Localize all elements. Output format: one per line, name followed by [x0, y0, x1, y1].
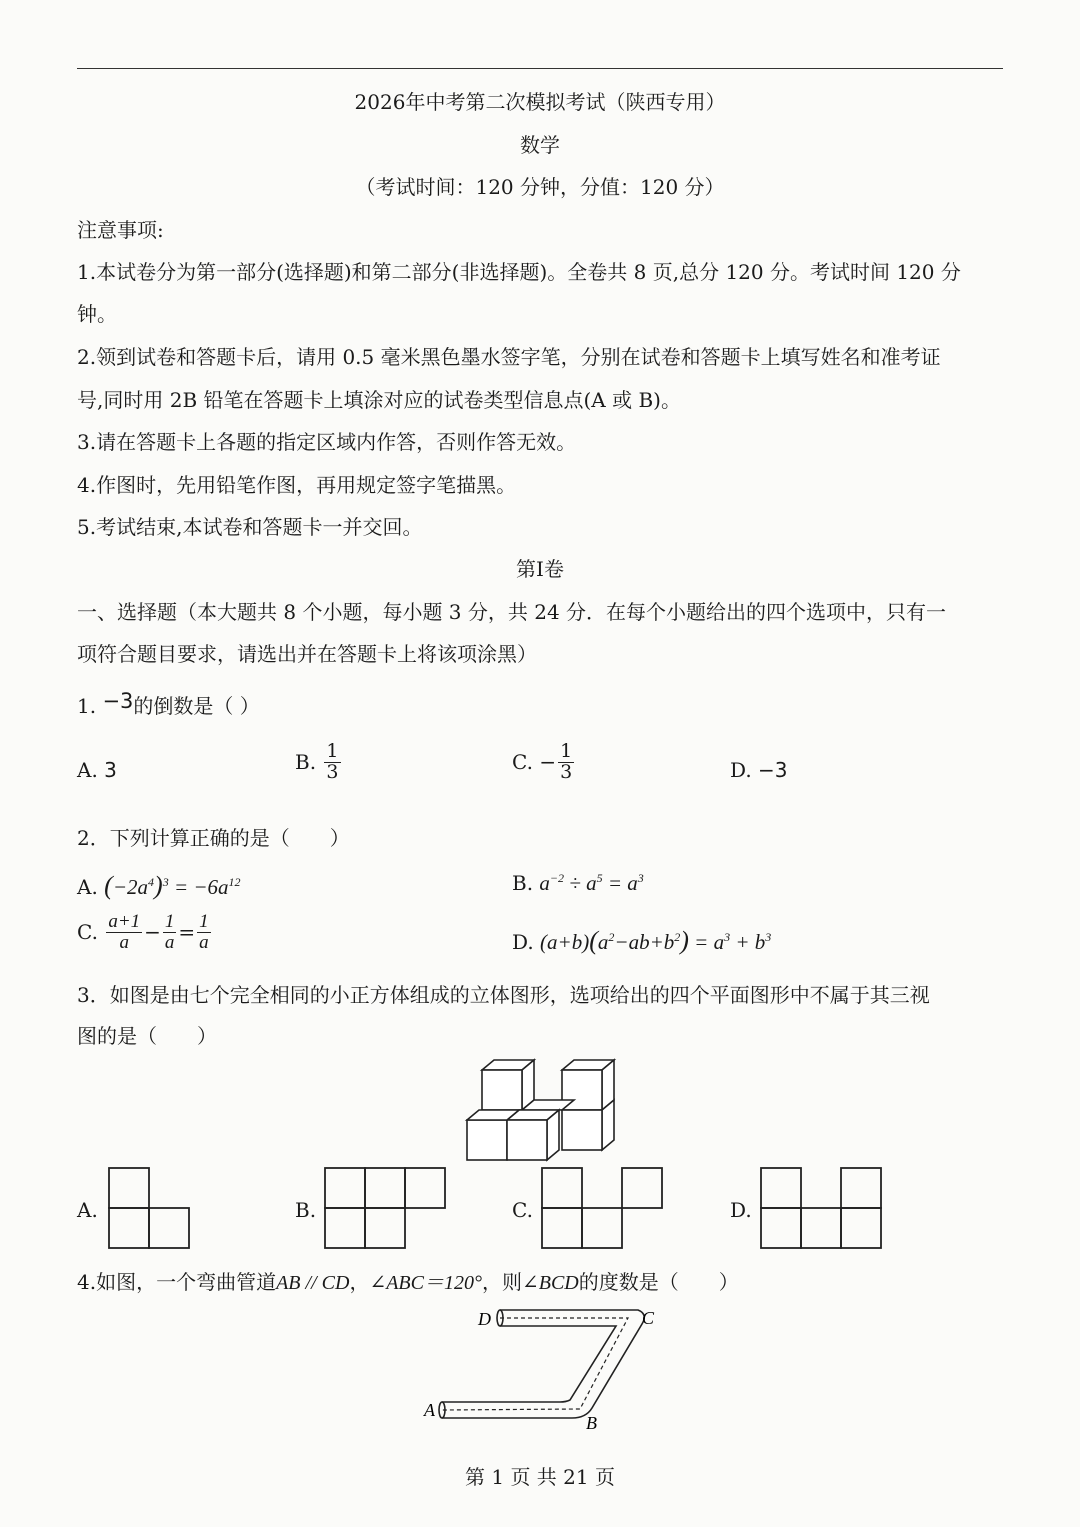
cube-solid-figure: [462, 1058, 622, 1164]
notice-item-3: 3.请在答题卡上各题的指定区域内作答，否则作答无效。: [77, 430, 577, 454]
notice-item-4: 4.作图时，先用铅笔作图，再用规定签字笔描黑。: [77, 473, 517, 497]
question-1-stem: 1. −3的倒数是（ ）: [77, 689, 260, 718]
point-a-label: A: [424, 1400, 435, 1420]
exam-title: 2026年中考第二次模拟考试（陕西专用）: [354, 90, 726, 114]
q3-option-c-figure[interactable]: [541, 1166, 665, 1250]
question-4-stem: 4.如图，一个弯曲管道AB // CD，∠ABC＝120°，则∠BCD的度数是（ ）: [77, 1270, 739, 1294]
pipe-diagram: [420, 1300, 670, 1430]
q2-option-a[interactable]: A. $(-2a^4)^3 = -6a^{12}$: [77, 871, 241, 900]
q1-option-c[interactable]: C. − $\frac{1}{3}$: [512, 740, 573, 783]
q2-option-c[interactable]: C. $\frac{a+1}{a}$ − $\frac{1}{a}$ = $\frac{1}{a}$: [77, 911, 209, 953]
top-rule: [77, 68, 1003, 69]
q3-option-d-figure[interactable]: [760, 1166, 884, 1250]
section-instruction-cont: 项符合题目要求，请选出并在答题卡上将该项涂黑）: [77, 642, 537, 666]
page-footer: 第 1 页 共 21 页: [465, 1465, 615, 1489]
notice-item-1: 1.本试卷分为第一部分(选择题)和第二部分(非选择题)。全卷共 8 页,总分 120 分。考试时间 120 分: [77, 260, 961, 284]
notice-heading: 注意事项:: [77, 218, 164, 242]
notice-item-5: 5.考试结束,本试卷和答题卡一并交回。: [77, 515, 423, 539]
question-2-stem: 2．下列计算正确的是（ ）: [77, 826, 350, 850]
section-instruction: 一、选择题（本大题共 8 个小题，每小题 3 分，共 24 分．在每个小题给出的四个选项中，只有一: [77, 600, 947, 624]
q1-option-a[interactable]: A. 3: [77, 758, 117, 782]
q3-option-b-figure[interactable]: [324, 1166, 448, 1250]
exam-info: （考试时间：120 分钟，分值：120 分）: [355, 175, 725, 199]
q3-option-b-label[interactable]: B.: [295, 1198, 317, 1222]
notice-item-2-cont: 号,同时用 2B 铅笔在答题卡上填涂对应的试卷类型信息点(A 或 B)。: [77, 388, 681, 412]
subject-title: 数学: [520, 133, 560, 157]
question-3-stem-cont: 图的是（ ）: [77, 1024, 217, 1048]
point-d-label: D: [478, 1309, 491, 1329]
notice-item-2: 2.领到试卷和答题卡后，请用 0.5 毫米黑色墨水签字笔，分别在试卷和答题卡上填写姓名和准考证: [77, 345, 941, 369]
q3-option-d-label[interactable]: D.: [730, 1198, 752, 1222]
point-b-label: B: [586, 1413, 597, 1430]
volume-title: 第Ⅰ卷: [516, 557, 564, 581]
question-3-stem: 3．如图是由七个完全相同的小正方体组成的立体图形，选项给出的四个平面图形中不属于其三视: [77, 983, 930, 1007]
q3-option-a-figure[interactable]: [108, 1166, 192, 1250]
q3-option-c-label[interactable]: C.: [512, 1198, 533, 1222]
q3-option-a-label[interactable]: A.: [77, 1198, 98, 1222]
q2-option-b[interactable]: B. $a^{-2} \div a^5 = a^3$: [512, 871, 644, 895]
notice-item-1-cont: 钟。: [77, 302, 117, 326]
q1-option-b[interactable]: B. $\frac{1}{3}$: [295, 740, 339, 783]
q1-option-d[interactable]: D. −3: [730, 758, 788, 782]
q2-option-d[interactable]: D. $(a+b)(a^2-ab+b^2) = a^3 + b^3$: [512, 926, 772, 955]
point-c-label: C: [642, 1308, 655, 1328]
